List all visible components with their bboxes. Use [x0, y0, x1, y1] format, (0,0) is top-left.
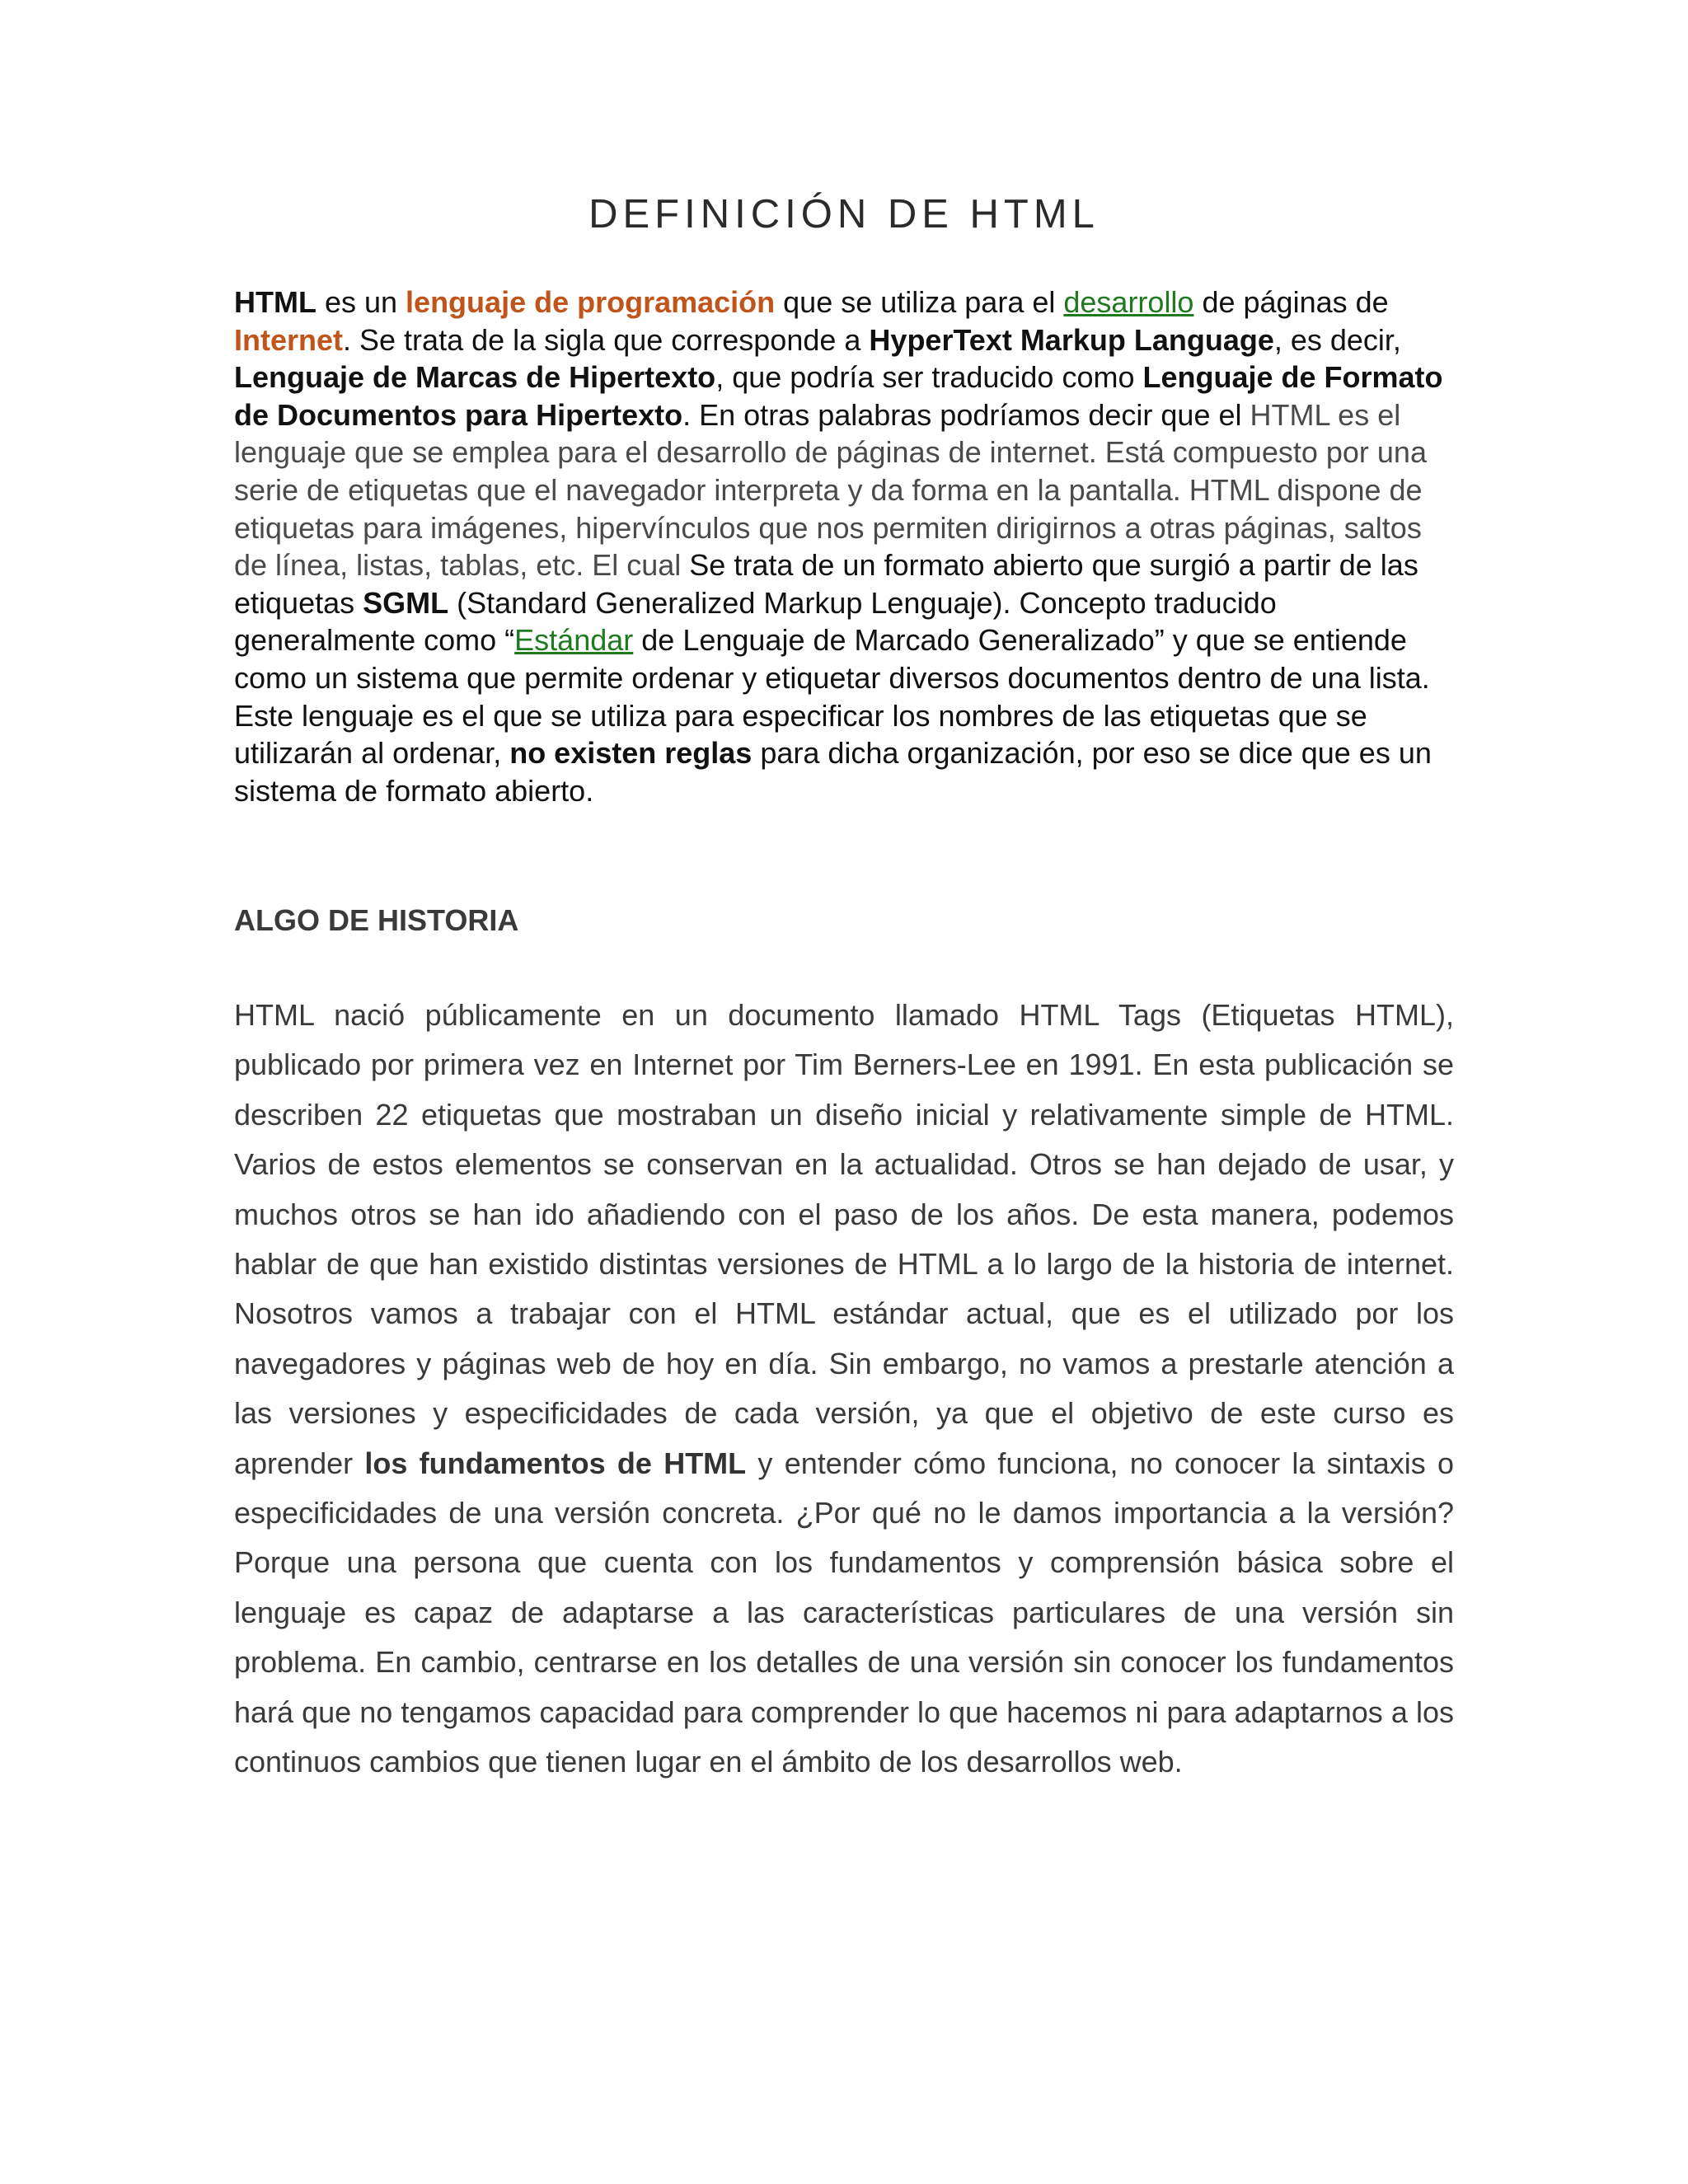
text-run: de Lenguaje de Marcado Generalizado” y que se entiende como un sistema que permite ordenar y etiquetar diversos documentos dentro de una lista. Este lenguaje es el que se utiliza para especificar los nombres de las etiquetas que se utilizarán al ordenar, [234, 623, 1430, 771]
term-no-existen-reglas: no existen reglas [509, 736, 753, 771]
history-paragraph [234, 991, 1454, 1788]
term-lenguaje-marcas: Lenguaje de Marcas de Hipertexto [234, 360, 716, 395]
text-run: . Se trata de la sigla que corresponde a [343, 322, 870, 357]
text-run: . En otras palabras podríamos decir que el [682, 397, 1250, 432]
term-hypertext-markup-language: HyperText Markup Language [869, 322, 1274, 357]
term-lenguaje-programacion: lenguaje de programación [406, 285, 776, 319]
intro-paragraph [234, 284, 1454, 809]
page-title: DEFINICIÓN DE HTML [588, 192, 1100, 237]
term-sgml: SGML [363, 585, 449, 620]
text-run: (Standard Generalized Markup Lenguaje). Concepto traducido generalmente como “ [234, 585, 1277, 658]
text-run-gray: HTML es el lenguaje que se emplea para el desarrollo de páginas de internet. Está compuesto por una serie de etiquetas que el navegador interpreta y da forma en la pantalla. HTML dispone de etiquetas para imágenes, hipervínculos que nos permiten dirigirnos a otras páginas, saltos de línea, listas, tablas, etc. El cual [234, 397, 1427, 583]
text-run: que se utiliza para el [775, 285, 1064, 319]
text-run: de páginas de [1193, 285, 1389, 319]
term-internet: Internet [234, 322, 344, 357]
text-run: HTML nació públicamente en un documento llamado HTML Tags (Etiquetas HTML), publicado por primera vez en Internet por Tim Berners-Lee en 1991. En esta publicación se describen 22 etiquetas que mostraban un diseño inicial y relativamente simple de HTML. Varios de estos elementos se conservan en la actualidad. Otros se han dejado de usar, y muchos otros se han ido añadiendo con el paso de los años. De esta manera, podemos hablar de que han existido distintas versiones de HTML a lo largo de la historia de internet. Nosotros vamos a trabajar con el HTML estándar actual, que es el utilizado por los navegadores y páginas web de hoy en día. Sin embargo, no vamos a prestarle atención a las versiones y especificidades de cada versión, ya que el objetivo de este curso es aprender [234, 998, 1454, 1480]
section-heading: ALGO DE HISTORIA [234, 903, 519, 937]
text-run: Se trata de un formato abierto que surgió a partir de las etiquetas [234, 548, 1418, 620]
text-run: y entender cómo funciona, no conocer la sintaxis o especificidades de una versión concreta. ¿Por qué no le damos importancia a la versión? Porque una persona que cuenta con los fundamentos y comprensión básica sobre el lenguaje es capaz de adaptarse a las características particulares de una versión sin problema. En cambio, centrarse en los detalles de una versión sin conocer los fundamentos hará que no tengamos capacidad para comprender lo que hacemos ni para adaptarnos a los continuos cambios que tienen lugar en el ámbito de los desarrollos web. [234, 1446, 1455, 1779]
text-run: , que podría ser traducido como [715, 360, 1143, 395]
term-html: HTML [234, 285, 316, 319]
link-desarrollo[interactable]: desarrollo [1063, 285, 1194, 319]
term-fundamentos-html: los fundamentos de HTML [364, 1446, 747, 1480]
link-estandar[interactable]: Estándar [514, 623, 634, 658]
text-run: es un [316, 285, 406, 319]
term-lenguaje-formato: Lenguaje de Formato de Documentos para Hipertexto [234, 360, 1443, 432]
text-run: , es decir, [1273, 322, 1401, 357]
text-run: para dicha organización, por eso se dice que es un sistema de formato abierto. [234, 736, 1432, 808]
